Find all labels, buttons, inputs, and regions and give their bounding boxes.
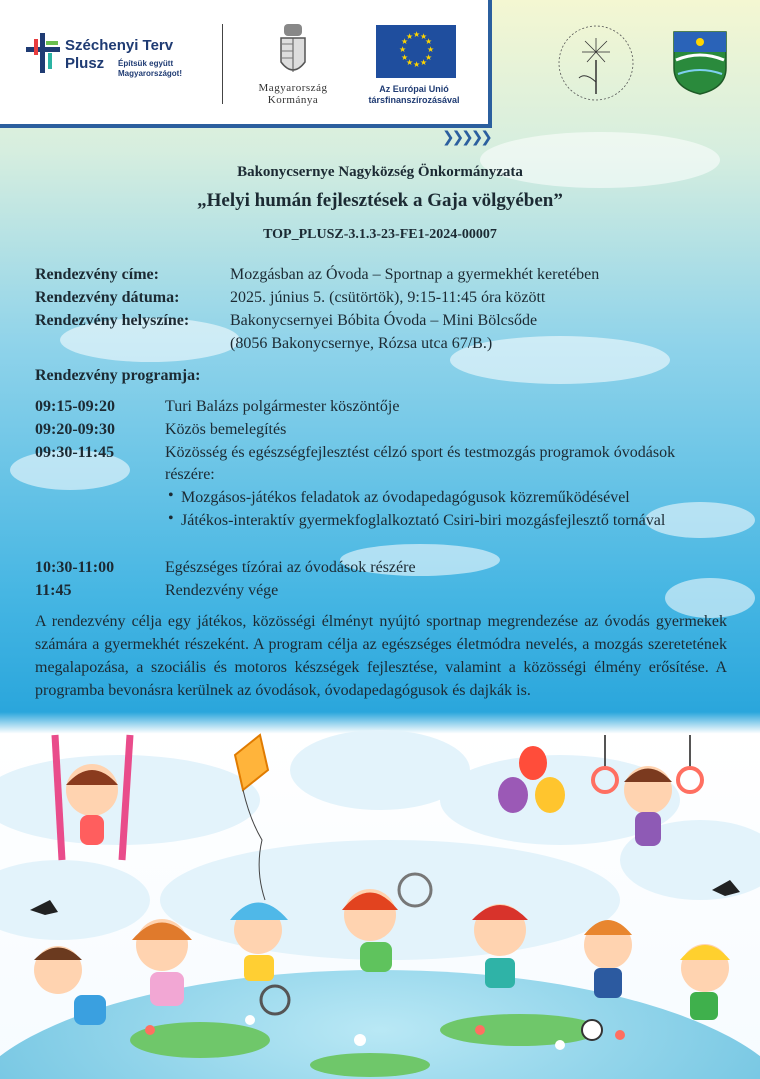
svg-text:★: ★ bbox=[425, 37, 433, 46]
bullet-icon: • bbox=[168, 487, 174, 504]
svg-text:★: ★ bbox=[413, 60, 421, 69]
program-text: Egészséges tízórai az óvodások részére bbox=[165, 559, 416, 576]
event-venue-line1: Bakonycsernyei Bóbita Óvoda – Mini Bölcsőde bbox=[230, 312, 538, 329]
svg-text:★: ★ bbox=[401, 37, 409, 46]
kindergarten-logo-icon bbox=[555, 22, 637, 104]
szechenyi-plus-logo-icon bbox=[26, 33, 62, 73]
program-time: 10:30-11:00 bbox=[35, 559, 115, 576]
event-title-label: Rendezvény címe: bbox=[35, 266, 159, 283]
svg-text:★: ★ bbox=[420, 32, 428, 41]
event-venue-label: Rendezvény helyszíne: bbox=[35, 312, 190, 329]
logo-divider bbox=[222, 24, 223, 104]
project-code: TOP_PLUSZ-3.1.3-23-FE1-2024-00007 bbox=[263, 227, 497, 242]
header-chevrons-icon: ❯❯❯❯❯ bbox=[442, 128, 490, 146]
svg-text:★: ★ bbox=[427, 45, 435, 54]
organization-name: Bakonycsernye Nagyközség Önkormányzata bbox=[237, 164, 523, 180]
svg-text:★: ★ bbox=[401, 53, 409, 62]
event-purpose-paragraph: A rendezvény célja egy játékos, közösségi élményt nyújtó sportnap megrendezése az óvodás gyermekek számára a gyermekhét részeként. A program célja az egészséges életmódra nevelés, a mozgás szeretetének megalapozása, a szociális és motoros készségek fejlesztése, valamint a közösségi élmény erősítése. A programba bevonásra kerülnek az óvodások, óvodapedagógusok és dajkák is. bbox=[35, 613, 727, 699]
government-name: Magyarország Kormánya bbox=[258, 82, 328, 106]
event-title-value: Mozgásban az Óvoda – Sportnap a gyermekhét keretében bbox=[230, 266, 600, 283]
program-bullet: Mozgásos-játékos feladatok az óvodapedagógusok közreműködésével bbox=[181, 489, 630, 506]
szechenyi-plus: Plusz bbox=[65, 55, 105, 72]
event-date-value: 2025. június 5. (csütörtök), 9:15-11:45 óra között bbox=[230, 289, 546, 306]
svg-text:★: ★ bbox=[406, 32, 414, 41]
program-text: Közös bemelegítés bbox=[165, 421, 287, 438]
program-text: Közösség és egészségfejlesztést célzó sport és testmozgás programok óvodások részére: bbox=[165, 444, 676, 483]
program-time: 09:15-09:20 bbox=[35, 398, 115, 415]
szechenyi-title: Széchenyi Terv bbox=[65, 37, 174, 54]
hungarian-coat-of-arms-icon bbox=[278, 24, 308, 80]
program-time: 09:20-09:30 bbox=[35, 421, 115, 438]
program-text: Rendezvény vége bbox=[165, 582, 279, 599]
eu-flag-icon bbox=[376, 25, 456, 78]
village-coat-of-arms-icon bbox=[672, 30, 728, 96]
eu-caption: Az Európai Unió társfinanszírozásával bbox=[368, 84, 460, 105]
svg-text:★: ★ bbox=[413, 30, 421, 39]
svg-text:★: ★ bbox=[399, 45, 407, 54]
program-bullet: Játékos-interaktív gyermekfoglalkoztató Csiri-biri mozgásfejlesztő tornával bbox=[181, 512, 666, 529]
szechenyi-slogan: Építsük együtt Magyarországot! bbox=[118, 59, 183, 78]
event-venue-line2: (8056 Bakonycsernye, Rózsa utca 67/B.) bbox=[230, 335, 493, 352]
svg-text:★: ★ bbox=[420, 58, 428, 67]
program-text: Turi Balázs polgármester köszöntője bbox=[165, 398, 400, 415]
program-time: 11:45 bbox=[35, 582, 72, 599]
program-label: Rendezvény programja: bbox=[35, 367, 201, 384]
event-date-label: Rendezvény dátuma: bbox=[35, 289, 180, 306]
project-title: „Helyi humán fejlesztések a Gaja völgyében” bbox=[197, 190, 563, 211]
bullet-icon: • bbox=[168, 510, 174, 527]
program-time: 09:30-11:45 bbox=[35, 444, 115, 461]
svg-text:★: ★ bbox=[406, 58, 414, 67]
header-banner bbox=[0, 0, 492, 128]
svg-text:★: ★ bbox=[425, 53, 433, 62]
